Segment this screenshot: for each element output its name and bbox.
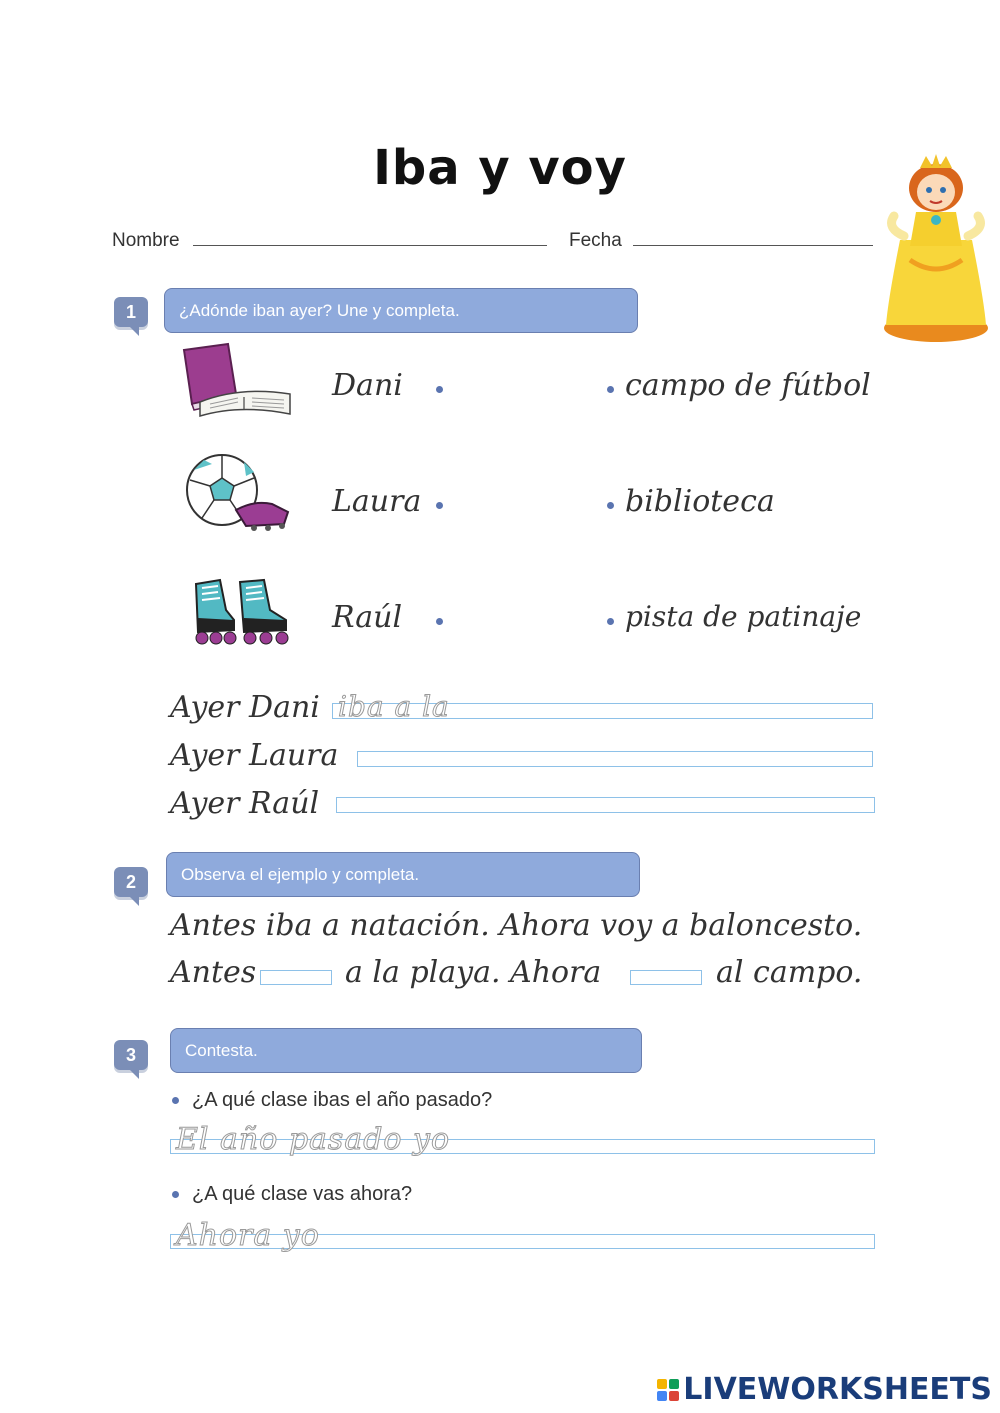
question-2: ¿A qué clase vas ahora? (192, 1183, 413, 1205)
sentence-1-prefix: Ayer Dani (170, 690, 320, 725)
match-dot-right-2[interactable] (607, 502, 614, 509)
logo-text: LIVEWORKSHEETS (683, 1372, 992, 1407)
name-label: Nombre (112, 230, 180, 251)
name-line[interactable] (193, 245, 547, 246)
liveworksheets-logo (657, 1372, 992, 1407)
exercise-2-part-1: Antes (170, 955, 257, 990)
sentence-3-prefix: Ayer Raúl (170, 786, 320, 821)
date-label: Fecha (569, 230, 622, 251)
sentence-2-prefix: Ayer Laura (170, 738, 339, 773)
exercise-2-example: Antes iba a natación. Ahora voy a baloncesto. (170, 908, 863, 943)
match-place-3: pista de patinaje (625, 600, 862, 633)
book-icon (180, 342, 295, 420)
exercise-1-instruction: ¿Adónde iban ayer? Une y completa. (164, 288, 638, 333)
football-icon (184, 452, 290, 534)
match-name-raul: Raúl (332, 600, 403, 635)
exercise-3-instruction: Contesta. (170, 1028, 642, 1073)
sentence-1-hint: iba a la (338, 690, 450, 723)
match-dot-left-2[interactable] (436, 502, 443, 509)
princess-illustration (880, 150, 992, 345)
match-place-2: biblioteca (625, 484, 775, 519)
roller-skates-icon (190, 574, 292, 648)
page-title: Iba y voy (373, 140, 627, 196)
match-dot-left-1[interactable] (436, 386, 443, 393)
match-place-1: campo de fútbol (625, 368, 871, 403)
match-name-laura: Laura (332, 484, 422, 519)
date-line[interactable] (633, 245, 873, 246)
match-name-dani: Dani (332, 368, 403, 403)
exercise-2-part-2: a la playa. Ahora (345, 955, 602, 990)
exercise-2-answer-2[interactable] (630, 970, 702, 985)
exercise-2-answer-1[interactable] (260, 970, 332, 985)
match-dot-right-1[interactable] (607, 386, 614, 393)
exercise-2-instruction: Observa el ejemplo y completa. (166, 852, 640, 897)
answer-1-hint: El año pasado yo (176, 1122, 451, 1157)
sentence-3-answer[interactable] (336, 797, 875, 813)
match-dot-right-3[interactable] (607, 618, 614, 625)
match-dot-left-3[interactable] (436, 618, 443, 625)
logo-mark-icon (657, 1379, 679, 1401)
answer-2-hint: Ahora yo (176, 1218, 320, 1253)
exercise-1-badge: 1 (114, 297, 148, 327)
exercise-2-part-3: al campo. (716, 955, 863, 990)
exercise-2-badge: 2 (114, 867, 148, 897)
sentence-2-answer[interactable] (357, 751, 873, 767)
question-1: ¿A qué clase ibas el año pasado? (192, 1089, 493, 1111)
exercise-3-badge: 3 (114, 1040, 148, 1070)
question-1-bullet (172, 1097, 179, 1104)
question-2-bullet (172, 1191, 179, 1198)
